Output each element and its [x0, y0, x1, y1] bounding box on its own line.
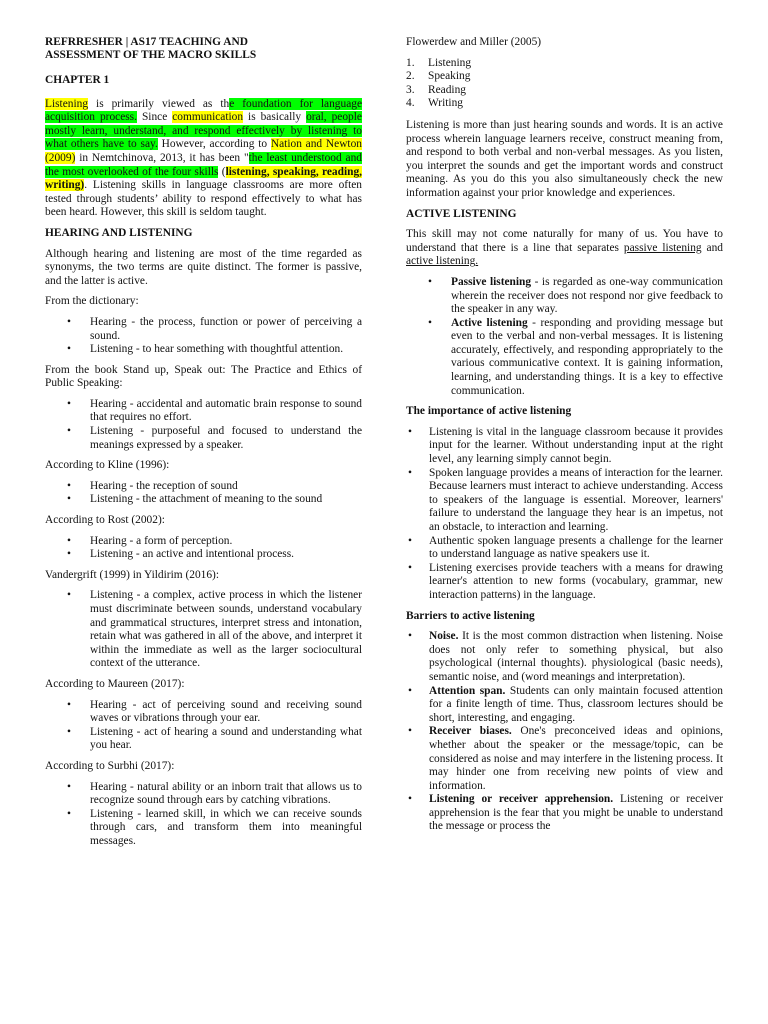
list-item: • Listening exercises provide teachers with a means for drawing learner's attention to new forms (vocabulary, grammar, new interaction patterns) in the language. — [406, 562, 723, 603]
list-item: • Hearing - the process, function or power of perceiving a sound. — [45, 316, 362, 343]
intro-paragraph: Listening is primarily viewed as the foundation for language acquisition process. Since communication is basically oral, people mostly learn, understand, and respond effectively by listening to what others have to say. However, according to Nation and Newton (2009) in Nemtchinova, 2013, it has been "the least understood and the most overlooked of the four skills (listening, speaking, reading, writing). Listening skills in language classrooms are more often tested through students’ ability to respond effectively to what has been heard. However, this skill is seldom taught. — [45, 97, 362, 219]
book-intro: From the book Stand up, Speak out: The Practice and Ethics of Public Speaking: — [45, 363, 362, 390]
active-listening-paragraph: This skill may not come naturally for many of us. You have to understand that there is a line that separates passive listening and active listening. — [406, 228, 723, 268]
macro-skills-list — [406, 57, 723, 111]
list-item: • Listening - the attachment of meaning to the sound — [45, 493, 362, 507]
kline-list — [45, 480, 362, 507]
list-item: • Hearing - accidental and automatic brain response to sound that requires no effort. — [45, 398, 362, 425]
list-item: • Listening - to hear something with thoughtful attention. — [45, 343, 362, 357]
list-item: • Active listening - responding and providing message but even to the verbal and non-verbal messages. It is listening accurately, effectively, and responding appropriately to the various communicative context. It is gaining information, learning, and understanding things. It is a key to effective communication. — [406, 317, 723, 399]
list-item: • Hearing - natural ability or an inborn trait that allows us to recognize sound through ears by catching vibrations. — [45, 781, 362, 808]
rost-intro: According to Rost (2002): — [45, 514, 165, 527]
surbhi-intro: According to Surbhi (2017): — [45, 759, 175, 772]
hearing-listening-paragraph: Although hearing and listening are most of the time regarded as synonyms, the two terms are quite distinct. The former is passive, and the latter is active. — [45, 247, 362, 287]
list-item: • Listening or receiver apprehension. Listening or receiver apprehension is the fear that you might be unable to understand the message or process the — [406, 793, 723, 834]
list-item: • Listening - a complex, active process in which the listener must discriminate between sounds, understand vocabulary and grammatical structures, interpret stress and intonation, retain what was gathered in all of the above, and interpret it within the immediate as well as the larger sociocultural context of the utterance. — [45, 589, 362, 671]
list-item: • Hearing - a form of perception. — [45, 535, 362, 549]
rost-list — [45, 535, 362, 562]
list-item: • Attention span. Students can only maintain focused attention for a finite length of time. Thus, classroom lectures should be short, interesting, and engaging. — [406, 685, 723, 726]
flowerdew-intro: Flowerdew and Miller (2005) — [406, 36, 542, 48]
book-list — [45, 398, 362, 452]
list-item: • Receiver biases. One's preconceived ideas and opinions, whether about the speaker or the message/topic, can be considered as noise and may interfere in the listening process. It may hinder one from receiving new points of view and information. — [406, 725, 723, 793]
list-item: • Hearing - the reception of sound — [45, 480, 362, 494]
list-item: • Passive listening - is regarded as one-way communication wherein the receiver does not respond nor give feedback to the speaker in any way. — [406, 276, 723, 317]
section-heading-barriers: Barriers to active listening — [406, 609, 535, 622]
list-item: • Hearing - act of perceiving sound and receiving sound waves or vibrations through your ear. — [45, 699, 362, 726]
left-column — [45, 36, 362, 856]
list-item: • Listening - act of hearing a sound and understanding what you hear. — [45, 726, 362, 753]
dictionary-list — [45, 316, 362, 357]
list-item: • Listening - an active and intentional process. — [45, 548, 362, 562]
list-item: • Listening - purposeful and focused to understand the meanings expressed by a speaker. — [45, 425, 362, 452]
maureen-intro: According to Maureen (2017): — [45, 677, 185, 690]
list-item: 1. Listening — [406, 56, 472, 69]
listening-definition-paragraph: Listening is more than just hearing sounds and words. It is an active process wherein language learners receive, construct meaning from, and respond to both verbal and non-verbal messages. As you listen, you interpret the sounds and get the important words and construct meaning. As you do this you also simultaneously check the new information against your prior knowledge and experiences. — [406, 118, 723, 199]
surbhi-list — [45, 781, 362, 849]
kline-intro: According to Kline (1996): — [45, 459, 170, 472]
importance-list — [406, 426, 723, 603]
list-item: 4. Writing — [406, 97, 463, 110]
section-heading-active-listening: ACTIVE LISTENING — [406, 207, 517, 220]
list-item: • Listening is vital in the language classroom because it provides input for the learner. Without understanding input at the right level, any learning simply cannot begin. — [406, 426, 723, 467]
vandergrift-intro: Vandergrift (1999) in Yildirim (2016): — [45, 568, 219, 581]
dictionary-intro: From the dictionary: — [45, 295, 139, 308]
list-item: • Spoken language provides a means of interaction for the learner. Because learners must interact to achieve understanding. Access to speakers of the language is essential. Moreover, learners' failure to understand the language they hear is an impetus, not an obstacle, to interaction and learning. — [406, 467, 723, 535]
barriers-list — [406, 630, 723, 834]
list-item: • Listening - learned skill, in which we can receive sounds through cars, and transform them into meaningful messages. — [45, 808, 362, 849]
chapter-heading: CHAPTER 1 — [45, 74, 110, 86]
list-item: • Authentic spoken language presents a challenge for the learner to understand language as native speakers use it. — [406, 535, 723, 562]
document-title: REFRRESHER | AS17 TEACHING AND ASSESSMENT OF THE MACRO SKILLS — [45, 36, 257, 61]
section-heading-hearing-listening: HEARING AND LISTENING — [45, 226, 193, 239]
list-item: 3. Reading — [406, 83, 466, 96]
right-column — [406, 36, 723, 841]
section-heading-importance: The importance of active listening — [406, 405, 572, 418]
vandergrift-list — [45, 589, 362, 671]
list-item: 2. Speaking — [406, 70, 471, 83]
maureen-list — [45, 699, 362, 753]
list-item: • Noise. It is the most common distraction when listening. Noise does not only refer to something physical, but also psychological (internal thoughts). physiological (basic needs), semantic noise, and (word meanings and interpretation). — [406, 630, 723, 684]
listening-types-list — [406, 276, 723, 398]
